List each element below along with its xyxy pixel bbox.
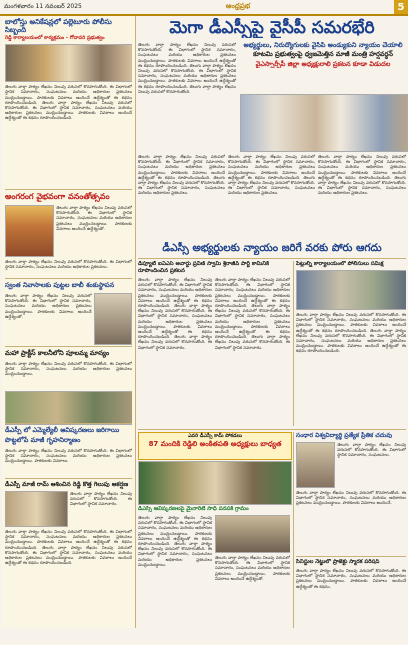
- right-divider: [296, 556, 406, 557]
- left-divider-1: [5, 189, 132, 190]
- mid-headline-box: [138, 242, 406, 255]
- middle-headline-2: డీఎస్సీ ఆవిష్కరణలపై మైనారిటీ సాధి పనపకి గ్రామం: [138, 506, 249, 512]
- lead-body-left: తెలుగు వార్తా పాఠ్యం లేఖనం నిలువు వరుసలో కొనసాగుతోంది. ఈ విభాగంలో స్థానిక సమాచారం, సంఘటనలు మరియు అధికారుల ప్రకటనలు ముద్రించబడ్డాయి. పాఠకులకు వివరాలు అందించే ఉద్దేశ్యంతో ఈ కథనం రూపొందించబడింది. తెలుగు వార్తా పాఠ్యం లేఖనం నిలువు వరుసలో కొనసాగుతోంది. ఈ విభాగంలో స్థానిక సమాచారం, సంఘటనలు మరియు అధికారుల ప్రకటనలు ముద్రించబడ్డాయి. పాఠకులకు వివరాలు అందించే ఉద్దేశ్యంతో ఈ కథనం రూపొందించబడింది. తెలుగు వార్తా పాఠ్యం లేఖనం నిలువు వరుసలో కొనసాగుతోంది.: [138, 42, 236, 94]
- main-divider-2: [138, 429, 406, 430]
- lead-subheads: [240, 42, 406, 68]
- page-header: [0, 0, 408, 16]
- main-divider-1: [138, 258, 406, 259]
- lead-photo: [240, 94, 408, 152]
- right-body-2b: తెలుగు వార్తా పాఠ్యం లేఖనం నిలువు వరుసలో కొనసాగుతోంది. ఈ విభాగంలో స్థానిక సమాచారం, సంఘటనలు మరియు అధికారుల ప్రకటనలు ముద్రించబడ్డాయి. పాఠకులకు వివరాలు అందించే.: [296, 490, 406, 506]
- left-article-5: [5, 426, 132, 478]
- middle-col-4: తెలుగు వార్తా పాఠ్యం లేఖనం నిలువు వరుసలో కొనసాగుతోంది. ఈ విభాగంలో స్థానిక సమాచారం, సంఘటనలు మరియు అధికారుల ప్రకటనలు ముద్రించబడ్డాయి. పాఠకులకు వివరాలు అందించే ఉద్దేశ్యంతో.: [215, 555, 290, 581]
- left-article-3: [5, 281, 132, 345]
- middle-headline-1: డిప్యూటీ ఐఏఎస్ అవార్డు ప్రవీణ్ స్వామి శ్రీరాజీవ్ పార్టీ కామినికి రూపొందించిన ప్రకటన: [138, 261, 270, 274]
- field-photo: [5, 391, 132, 425]
- left-divider-2: [5, 278, 132, 279]
- left-headline-6: డీఎస్పీ మాజీ రామ్ ఆశించిన రెడ్డి కొత్త గెలుపు ఆకర్షణ: [5, 481, 129, 488]
- lead-subhead-3: వైఎస్సార్సీపీ జిల్లా అధ్యక్షురాలి ప్రకటన కూడా విడుదల: [255, 59, 391, 68]
- right-headline-1: పేట్లుల్ని కార్యాలయంలో పోలీసులు సమీక్ష: [296, 261, 384, 267]
- header-date: మంగళవారం 11 నవంబర్ 2025: [4, 3, 82, 10]
- person-photo: [94, 293, 132, 345]
- main-area: [138, 16, 406, 628]
- right-body-3: తెలుగు వార్తా పాఠ్యం లేఖనం నిలువు వరుసలో కొనసాగుతోంది. ఈ విభాగంలో స్థానిక సమాచారం, సంఘటనలు మరియు అధికారుల ప్రకటనలు ముద్రించబడ్డాయి. పాఠకులకు వివరాలు అందించే ఉద్దేశ్యంతో ఈ కథనం.: [296, 568, 406, 589]
- left-subhead-1: రెడ్డి కార్యాలయంలో కార్యక్రమం - గోదావరి ప్రభుత్వం: [5, 35, 105, 42]
- middle-article-2: [138, 506, 290, 645]
- left-article-1: [5, 18, 132, 168]
- main-vdivider: [293, 261, 294, 426]
- left-divider-5: [5, 478, 132, 479]
- left-headline-3: స్వంత నివాసాలకు పుట్టల బాబీ శంకుస్థాపన: [5, 281, 115, 289]
- lead-subhead-1: అభ్యర్థులు, నిరుద్యోగులకు వైసీపీ అండ్యుకుని న్యాయం చేయాలి: [243, 42, 403, 49]
- middle-headline-3: సంధార విశ్వవిద్యార్థి ప్రత్యేక ప్రీతిక చదువు: [296, 432, 393, 439]
- mid-headline: డీఎస్సీ అభ్యర్థులకు న్యాయం జరిగే వరకు పోరు ఆగదు: [162, 242, 382, 254]
- lead-headline-box: [138, 18, 406, 38]
- left-body-2b: తెలుగు వార్తా పాఠ్యం లేఖనం నిలువు వరుసలో కొనసాగుతోంది. ఈ విభాగంలో స్థానిక సమాచారం, సంఘటనలు మరియు అధికారుల ప్రకటనలు.: [5, 259, 132, 270]
- lead-col-1: తెలుగు వార్తా పాఠ్యం లేఖనం నిలువు వరుసలో కొనసాగుతోంది. ఈ విభాగంలో స్థానిక సమాచారం, సంఘటనలు మరియు అధికారుల ప్రకటనలు ముద్రించబడ్డాయి. పాఠకులకు వివరాలు అందించే ఉద్దేశ్యంతో ఈ కథనం రూపొందించబడింది. తెలుగు వార్తా పాఠ్యం లేఖనం నిలువు వరుసలో కొనసాగుతోంది. ఈ విభాగంలో స్థానిక సమాచారం, సంఘటనలు మరియు అధికారుల ప్రకటనలు.: [138, 154, 225, 196]
- middle-banner-2: 87 మందికి రెడ్డిలి అంకితపతి అధ్యక్షులు బాధ్యత: [148, 440, 282, 448]
- left-body-6a: తెలుగు వార్తా పాఠ్యం లేఖనం నిలువు వరుసలో కొనసాగుతోంది. ఈ విభాగంలో స్థానిక సమాచారం.: [70, 491, 132, 507]
- left-divider-3: [5, 346, 132, 347]
- main-vdivider-2: [293, 432, 294, 628]
- left-headline-2: అంగరంగ వైభవంగా వనంతోత్సవం: [5, 192, 110, 201]
- left-article-6: [5, 481, 132, 629]
- left-body-5: తెలుగు వార్తా పాఠ్యం లేఖనం నిలువు వరుసలో కొనసాగుతోంది. ఈ విభాగంలో స్థానిక సమాచారం, సంఘటనలు మరియు అధికారుల ప్రకటనలు ముద్రించబడ్డాయి. పాఠకులకు వివరాలు.: [5, 448, 132, 464]
- left-body-1: తెలుగు వార్తా పాఠ్యం లేఖనం నిలువు వరుసలో కొనసాగుతోంది. ఈ విభాగంలో స్థానిక సమాచారం, సంఘటనలు మరియు అధికారుల ప్రకటనలు ముద్రించబడ్డాయి. పాఠకులకు వివరాలు అందించే ఉద్దేశ్యంతో ఈ కథనం రూపొందించబడింది. తెలుగు వార్తా పాఠ్యం లేఖనం నిలువు వరుసలో కొనసాగుతోంది. ఈ విభాగంలో స్థానిక సమాచారం, సంఘటనలు మరియు అధికారుల ప్రకటనలు ముద్రించబడ్డాయి. పాఠకులకు వివరాలు అందించే ఉద్దేశ్యంతో ఈ కథనం రూపొందించబడింది.: [5, 84, 132, 121]
- left-column: [2, 16, 136, 628]
- right-article-1: [296, 261, 406, 430]
- left-headline-1: బాలోస్తు అనికేషన్లలో పల్లెటూరు పోలీసు సిబ్బంది: [5, 18, 112, 35]
- lead-headline: మెగా డీఎస్సీపై వైసీపీ సమరభేరి: [169, 18, 375, 38]
- masthead: ఆంధ్రప్రభ: [225, 2, 251, 10]
- left-divider-4: [5, 423, 132, 424]
- middle-col-1: తెలుగు వార్తా పాఠ్యం లేఖనం నిలువు వరుసలో కొనసాగుతోంది. ఈ విభాగంలో స్థానిక సమాచారం, సంఘటనలు మరియు అధికారుల ప్రకటనలు ముద్రించబడ్డాయి. పాఠకులకు వివరాలు అందించే ఉద్దేశ్యంతో ఈ కథనం రూపొందించబడింది. తెలుగు వార్తా పాఠ్యం లేఖనం నిలువు వరుసలో కొనసాగుతోంది. ఈ విభాగంలో స్థానిక సమాచారం, సంఘటనలు మరియు అధికారుల ప్రకటనలు ముద్రించబడ్డాయి. పాఠకులకు వివరాలు అందించే ఉద్దేశ్యంతో ఈ కథనం రూపొందించబడింది. తెలుగు వార్తా పాఠ్యం లేఖనం నిలువు వరుసలో కొనసాగుతోంది. ఈ విభాగంలో స్థానిక సమాచారం.: [138, 277, 212, 350]
- middle-headline-4: సీనిస్టుల నెట్జులో ప్రాజెక్టు స్మారక పరిషద్: [296, 559, 380, 565]
- middle-group-photo: [138, 461, 292, 505]
- left-article-4: [5, 349, 132, 425]
- middle-col-3: తెలుగు వార్తా పాఠ్యం లేఖనం నిలువు వరుసలో కొనసాగుతోంది. ఈ విభాగంలో స్థానిక సమాచారం, సంఘటనలు మరియు అధికారుల ప్రకటనలు ముద్రించబడ్డాయి. పాఠకులకు వివరాలు అందించే ఉద్దేశ్యంతో ఈ కథనం రూపొందించబడింది. తెలుగు వార్తా పాఠ్యం లేఖనం నిలువు వరుసలో కొనసాగుతోంది. ఈ విభాగంలో స్థానిక సమాచారం, సంఘటనలు మరియు అధికారుల ప్రకటనలు ముద్రించబడ్డాయి.: [138, 515, 212, 567]
- right-article-2: [296, 432, 406, 542]
- temple-photo: [5, 205, 54, 257]
- right-body-2a: తెలుగు వార్తా పాఠ్యం లేఖనం నిలువు వరుసలో కొనసాగుతోంది. ఈ విభాగంలో స్థానిక సమాచారం, సంఘటనలు.: [337, 442, 406, 458]
- left-body-4: తెలుగు వార్తా పాఠ్యం లేఖనం నిలువు వరుసలో కొనసాగుతోంది. ఈ విభాగంలో స్థానిక సమాచారం, సంఘటనలు మరియు అధికారుల ప్రకటనలు ముద్రించబడ్డాయి.: [5, 361, 132, 377]
- left-body-2: తెలుగు వార్తా పాఠ్యం లేఖనం నిలువు వరుసలో కొనసాగుతోంది. ఈ విభాగంలో స్థానిక సమాచారం, సంఘటనలు మరియు అధికారుల ప్రకటనలు ముద్రించబడ్డాయి. పాఠకులకు వివరాలు అందించే ఉద్దేశ్యంతో.: [56, 205, 132, 231]
- lead-col-3: తెలుగు వార్తా పాఠ్యం లేఖనం నిలువు వరుసలో కొనసాగుతోంది. ఈ విభాగంలో స్థానిక సమాచారం, సంఘటనలు మరియు అధికారుల ప్రకటనలు ముద్రించబడ్డాయి. పాఠకులకు వివరాలు అందించే ఉద్దేశ్యంతో ఈ కథనం రూపొందించబడింది. తెలుగు వార్తా పాఠ్యం లేఖనం నిలువు వరుసలో కొనసాగుతోంది. ఈ విభాగంలో స్థానిక సమాచారం, సంఘటనలు మరియు అధికారుల ప్రకటనలు.: [318, 154, 406, 196]
- group-photo-left: [5, 491, 68, 527]
- middle-article-1: [138, 261, 290, 437]
- middle-col-2: తెలుగు వార్తా పాఠ్యం లేఖనం నిలువు వరుసలో కొనసాగుతోంది. ఈ విభాగంలో స్థానిక సమాచారం, సంఘటనలు మరియు అధికారుల ప్రకటనలు ముద్రించబడ్డాయి. పాఠకులకు వివరాలు అందించే ఉద్దేశ్యంతో ఈ కథనం రూపొందించబడింది. తెలుగు వార్తా పాఠ్యం లేఖనం నిలువు వరుసలో కొనసాగుతోంది. ఈ విభాగంలో స్థానిక సమాచారం, సంఘటనలు మరియు అధికారుల ప్రకటనలు ముద్రించబడ్డాయి. పాఠకులకు వివరాలు అందించే ఉద్దేశ్యంతో ఈ కథనం రూపొందించబడింది. తెలుగు వార్తా పాఠ్యం లేఖనం నిలువు వరుసలో కొనసాగుతోంది. ఈ విభాగంలో స్థానిక సమాచారం.: [215, 277, 290, 350]
- page-number: 5: [394, 0, 408, 14]
- right-article-3: [296, 559, 406, 624]
- left-headline-4: మహా ప్రాక్టీస్ కాలనీలోని పూలమ్మ మాన్యం: [5, 349, 110, 357]
- middle-banner-1: ఎవరి డీఎస్సీ కామ్ పోకడలు: [187, 433, 243, 439]
- lead-subhead-2: కూటమి ప్రభుత్వంపై ధ్వజమెత్తిన మాజీ మంత్రి హర్షవర్ధన్: [253, 50, 393, 59]
- middle-small-photo: [215, 515, 290, 553]
- left-article-2: [5, 192, 132, 281]
- right-person-photo: [296, 442, 335, 488]
- left-body-6b: తెలుగు వార్తా పాఠ్యం లేఖనం నిలువు వరుసలో కొనసాగుతోంది. ఈ విభాగంలో స్థానిక సమాచారం, సంఘటనలు మరియు అధికారుల ప్రకటనలు ముద్రించబడ్డాయి. పాఠకులకు వివరాలు అందించే ఉద్దేశ్యంతో ఈ కథనం రూపొందించబడింది. తెలుగు వార్తా పాఠ్యం లేఖనం నిలువు వరుసలో కొనసాగుతోంది. ఈ విభాగంలో స్థానిక సమాచారం, సంఘటనలు మరియు అధికారుల ప్రకటనలు ముద్రించబడ్డాయి. పాఠకులకు వివరాలు అందించే ఉద్దేశ్యంతో ఈ కథనం రూపొందించబడింది.: [5, 529, 132, 566]
- right-body-1: తెలుగు వార్తా పాఠ్యం లేఖనం నిలువు వరుసలో కొనసాగుతోంది. ఈ విభాగంలో స్థానిక సమాచారం, సంఘటనలు మరియు అధికారుల ప్రకటనలు ముద్రించబడ్డాయి. పాఠకులకు వివరాలు అందించే ఉద్దేశ్యంతో ఈ కథనం రూపొందించబడింది. తెలుగు వార్తా పాఠ్యం లేఖనం నిలువు వరుసలో కొనసాగుతోంది. ఈ విభాగంలో స్థానిక సమాచారం, సంఘటనలు మరియు అధికారుల ప్రకటనలు ముద్రించబడ్డాయి. పాఠకులకు వివరాలు అందించే ఉద్దేశ్యంతో ఈ కథనం రూపొందించబడింది.: [296, 312, 406, 354]
- left-photo-1: [5, 44, 132, 82]
- lead-body-columns: [138, 154, 406, 240]
- middle-banner: [138, 432, 292, 460]
- left-body-3: తెలుగు వార్తా పాఠ్యం లేఖనం నిలువు వరుసలో కొనసాగుతోంది. ఈ విభాగంలో స్థానిక సమాచారం, సంఘటనలు మరియు అధికారుల ప్రకటనలు ముద్రించబడ్డాయి. పాఠకులకు వివరాలు అందించే ఉద్దేశ్యంతో.: [5, 293, 92, 319]
- lead-col-2: తెలుగు వార్తా పాఠ్యం లేఖనం నిలువు వరుసలో కొనసాగుతోంది. ఈ విభాగంలో స్థానిక సమాచారం, సంఘటనలు మరియు అధికారుల ప్రకటనలు ముద్రించబడ్డాయి. పాఠకులకు వివరాలు అందించే ఉద్దేశ్యంతో ఈ కథనం రూపొందించబడింది. తెలుగు వార్తా పాఠ్యం లేఖనం నిలువు వరుసలో కొనసాగుతోంది. ఈ విభాగంలో స్థానిక సమాచారం, సంఘటనలు మరియు అధికారుల ప్రకటనలు.: [228, 154, 315, 196]
- right-photo: [296, 270, 406, 310]
- left-headline-5: డీఎస్పీ లో ఎమ్మెల్యేలీ ఆవిష్కరణలు జరిగాయి పొట్టలోపే మాజీ గృహనిర్మాణం: [5, 426, 120, 444]
